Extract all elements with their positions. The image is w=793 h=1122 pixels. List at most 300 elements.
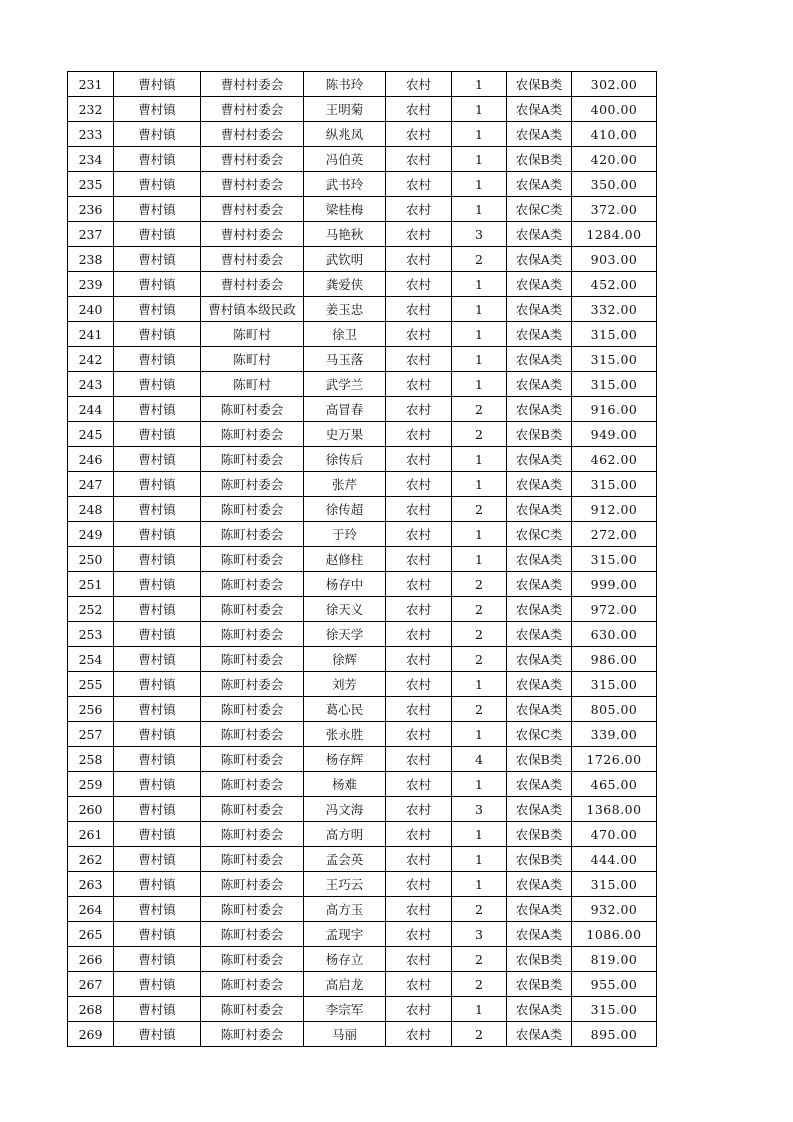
village-unit-cell: 陈町村委会 (201, 897, 304, 922)
table-row (68, 447, 657, 472)
village-unit-cell: 曹村村委会 (201, 172, 304, 197)
village-unit-cell: 陈町村委会 (201, 722, 304, 747)
row-number-cell: 258 (68, 747, 114, 772)
row-number-cell: 268 (68, 997, 114, 1022)
row-number-cell: 240 (68, 297, 114, 322)
area-type-cell: 农村 (386, 697, 452, 722)
table-row (68, 522, 657, 547)
area-type-cell: 农村 (386, 72, 452, 97)
row-number-cell: 232 (68, 97, 114, 122)
area-type-cell: 农村 (386, 972, 452, 997)
town-cell: 曹村镇 (114, 822, 201, 847)
row-number-cell: 233 (68, 122, 114, 147)
person-name-cell: 王巧云 (304, 872, 386, 897)
village-unit-cell: 陈町村委会 (201, 547, 304, 572)
household-count-cell: 1 (452, 372, 507, 397)
table-row (68, 822, 657, 847)
amount-cell: 949.00 (572, 422, 657, 447)
table-row (68, 197, 657, 222)
town-cell: 曹村镇 (114, 497, 201, 522)
person-name-cell: 王明菊 (304, 97, 386, 122)
town-cell: 曹村镇 (114, 572, 201, 597)
table-row (68, 97, 657, 122)
insurance-category-cell: 农保A类 (507, 447, 572, 472)
table-row (68, 547, 657, 572)
insurance-category-cell: 农保A类 (507, 397, 572, 422)
insurance-category-cell: 农保A类 (507, 997, 572, 1022)
row-number-cell: 265 (68, 922, 114, 947)
row-number-cell: 257 (68, 722, 114, 747)
amount-cell: 805.00 (572, 697, 657, 722)
row-number-cell: 242 (68, 347, 114, 372)
table-row (68, 422, 657, 447)
table-row (68, 472, 657, 497)
town-cell: 曹村镇 (114, 197, 201, 222)
area-type-cell: 农村 (386, 322, 452, 347)
row-number-cell: 267 (68, 972, 114, 997)
table-row (68, 947, 657, 972)
village-unit-cell: 陈町村委会 (201, 672, 304, 697)
village-unit-cell: 曹村村委会 (201, 97, 304, 122)
amount-cell: 955.00 (572, 972, 657, 997)
row-number-cell: 238 (68, 247, 114, 272)
person-name-cell: 纵兆凤 (304, 122, 386, 147)
household-count-cell: 1 (452, 347, 507, 372)
insurance-category-cell: 农保A类 (507, 272, 572, 297)
area-type-cell: 农村 (386, 222, 452, 247)
area-type-cell: 农村 (386, 772, 452, 797)
area-type-cell: 农村 (386, 572, 452, 597)
person-name-cell: 于玲 (304, 522, 386, 547)
row-number-cell: 253 (68, 622, 114, 647)
area-type-cell: 农村 (386, 647, 452, 672)
area-type-cell: 农村 (386, 947, 452, 972)
amount-cell: 1086.00 (572, 922, 657, 947)
household-count-cell: 1 (452, 722, 507, 747)
insurance-category-cell: 农保A类 (507, 247, 572, 272)
table-row (68, 847, 657, 872)
area-type-cell: 农村 (386, 97, 452, 122)
person-name-cell: 徐传超 (304, 497, 386, 522)
person-name-cell: 杨存辉 (304, 747, 386, 772)
amount-cell: 332.00 (572, 297, 657, 322)
row-number-cell: 264 (68, 897, 114, 922)
town-cell: 曹村镇 (114, 522, 201, 547)
row-number-cell: 259 (68, 772, 114, 797)
table-row (68, 622, 657, 647)
area-type-cell: 农村 (386, 722, 452, 747)
village-unit-cell: 曹村村委会 (201, 72, 304, 97)
row-number-cell: 262 (68, 847, 114, 872)
row-number-cell: 243 (68, 372, 114, 397)
village-unit-cell: 曹村村委会 (201, 147, 304, 172)
village-unit-cell: 陈町村委会 (201, 972, 304, 997)
amount-cell: 302.00 (572, 72, 657, 97)
table-row (68, 747, 657, 772)
area-type-cell: 农村 (386, 347, 452, 372)
person-name-cell: 武学兰 (304, 372, 386, 397)
insurance-category-cell: 农保A类 (507, 897, 572, 922)
table-row (68, 372, 657, 397)
row-number-cell: 248 (68, 497, 114, 522)
village-unit-cell: 陈町村委会 (201, 522, 304, 547)
town-cell: 曹村镇 (114, 422, 201, 447)
village-unit-cell: 曹村村委会 (201, 122, 304, 147)
amount-cell: 350.00 (572, 172, 657, 197)
household-count-cell: 1 (452, 522, 507, 547)
row-number-cell: 231 (68, 72, 114, 97)
household-count-cell: 4 (452, 747, 507, 772)
table-row (68, 322, 657, 347)
village-unit-cell: 陈町村委会 (201, 872, 304, 897)
household-count-cell: 1 (452, 172, 507, 197)
person-name-cell: 武钦明 (304, 247, 386, 272)
household-count-cell: 1 (452, 847, 507, 872)
table-row (68, 297, 657, 322)
village-unit-cell: 陈町村委会 (201, 647, 304, 672)
town-cell: 曹村镇 (114, 472, 201, 497)
insurance-category-cell: 农保A类 (507, 772, 572, 797)
row-number-cell: 261 (68, 822, 114, 847)
village-unit-cell: 陈町村委会 (201, 797, 304, 822)
amount-cell: 315.00 (572, 322, 657, 347)
area-type-cell: 农村 (386, 547, 452, 572)
amount-cell: 912.00 (572, 497, 657, 522)
person-name-cell: 梁桂梅 (304, 197, 386, 222)
village-unit-cell: 陈町村委会 (201, 597, 304, 622)
town-cell: 曹村镇 (114, 772, 201, 797)
household-count-cell: 2 (452, 1022, 507, 1047)
household-count-cell: 1 (452, 997, 507, 1022)
table-row (68, 922, 657, 947)
village-unit-cell: 陈町村委会 (201, 947, 304, 972)
insurance-category-cell: 农保A类 (507, 922, 572, 947)
area-type-cell: 农村 (386, 172, 452, 197)
village-unit-cell: 陈町村委会 (201, 997, 304, 1022)
area-type-cell: 农村 (386, 122, 452, 147)
amount-cell: 1726.00 (572, 747, 657, 772)
table-row (68, 772, 657, 797)
area-type-cell: 农村 (386, 822, 452, 847)
village-unit-cell: 陈町村 (201, 372, 304, 397)
household-count-cell: 1 (452, 822, 507, 847)
amount-cell: 1284.00 (572, 222, 657, 247)
household-count-cell: 1 (452, 272, 507, 297)
table-row (68, 722, 657, 747)
amount-cell: 932.00 (572, 897, 657, 922)
table-row (68, 147, 657, 172)
village-unit-cell: 陈町村委会 (201, 397, 304, 422)
insurance-category-cell: 农保A类 (507, 222, 572, 247)
row-number-cell: 252 (68, 597, 114, 622)
area-type-cell: 农村 (386, 922, 452, 947)
household-count-cell: 1 (452, 147, 507, 172)
town-cell: 曹村镇 (114, 147, 201, 172)
row-number-cell: 254 (68, 647, 114, 672)
person-name-cell: 龚爱侠 (304, 272, 386, 297)
person-name-cell: 马丽 (304, 1022, 386, 1047)
household-count-cell: 2 (452, 647, 507, 672)
amount-cell: 272.00 (572, 522, 657, 547)
person-name-cell: 高冒春 (304, 397, 386, 422)
area-type-cell: 农村 (386, 247, 452, 272)
insurance-category-cell: 农保B类 (507, 747, 572, 772)
area-type-cell: 农村 (386, 472, 452, 497)
town-cell: 曹村镇 (114, 922, 201, 947)
insurance-category-cell: 农保B类 (507, 947, 572, 972)
insurance-category-cell: 农保B类 (507, 847, 572, 872)
household-count-cell: 1 (452, 72, 507, 97)
amount-cell: 465.00 (572, 772, 657, 797)
table-row (68, 647, 657, 672)
town-cell: 曹村镇 (114, 447, 201, 472)
household-count-cell: 1 (452, 197, 507, 222)
village-unit-cell: 陈町村委会 (201, 1022, 304, 1047)
household-count-cell: 1 (452, 122, 507, 147)
person-name-cell: 武书玲 (304, 172, 386, 197)
area-type-cell: 农村 (386, 447, 452, 472)
table-row (68, 797, 657, 822)
insurance-category-cell: 农保B类 (507, 147, 572, 172)
person-name-cell: 冯伯英 (304, 147, 386, 172)
insurance-category-cell: 农保C类 (507, 522, 572, 547)
household-count-cell: 2 (452, 622, 507, 647)
row-number-cell: 234 (68, 147, 114, 172)
table-body (68, 72, 657, 1047)
table-row (68, 972, 657, 997)
household-count-cell: 2 (452, 422, 507, 447)
row-number-cell: 235 (68, 172, 114, 197)
amount-cell: 315.00 (572, 347, 657, 372)
household-count-cell: 3 (452, 922, 507, 947)
insurance-category-cell: 农保B类 (507, 422, 572, 447)
village-unit-cell: 曹村村委会 (201, 247, 304, 272)
insurance-category-cell: 农保C类 (507, 722, 572, 747)
amount-cell: 462.00 (572, 447, 657, 472)
person-name-cell: 杨存立 (304, 947, 386, 972)
town-cell: 曹村镇 (114, 547, 201, 572)
amount-cell: 420.00 (572, 147, 657, 172)
amount-cell: 315.00 (572, 872, 657, 897)
area-type-cell: 农村 (386, 197, 452, 222)
town-cell: 曹村镇 (114, 222, 201, 247)
insurance-category-cell: 农保A类 (507, 322, 572, 347)
area-type-cell: 农村 (386, 372, 452, 397)
amount-cell: 452.00 (572, 272, 657, 297)
row-number-cell: 246 (68, 447, 114, 472)
person-name-cell: 李宗军 (304, 997, 386, 1022)
amount-cell: 400.00 (572, 97, 657, 122)
person-name-cell: 杨存中 (304, 572, 386, 597)
town-cell: 曹村镇 (114, 647, 201, 672)
amount-cell: 444.00 (572, 847, 657, 872)
table-row (68, 347, 657, 372)
insurance-category-cell: 农保A类 (507, 172, 572, 197)
row-number-cell: 249 (68, 522, 114, 547)
town-cell: 曹村镇 (114, 322, 201, 347)
amount-cell: 999.00 (572, 572, 657, 597)
village-unit-cell: 陈町村委会 (201, 422, 304, 447)
table-row (68, 222, 657, 247)
insurance-category-cell: 农保A类 (507, 672, 572, 697)
town-cell: 曹村镇 (114, 272, 201, 297)
area-type-cell: 农村 (386, 897, 452, 922)
town-cell: 曹村镇 (114, 797, 201, 822)
table-row (68, 572, 657, 597)
household-count-cell: 2 (452, 397, 507, 422)
insurance-category-cell: 农保A类 (507, 497, 572, 522)
amount-cell: 315.00 (572, 672, 657, 697)
village-unit-cell: 曹村镇本级民政 (201, 297, 304, 322)
table-row (68, 497, 657, 522)
town-cell: 曹村镇 (114, 697, 201, 722)
village-unit-cell: 陈町村 (201, 347, 304, 372)
row-number-cell: 241 (68, 322, 114, 347)
village-unit-cell: 陈町村委会 (201, 472, 304, 497)
amount-cell: 630.00 (572, 622, 657, 647)
town-cell: 曹村镇 (114, 347, 201, 372)
area-type-cell: 农村 (386, 597, 452, 622)
person-name-cell: 赵修柱 (304, 547, 386, 572)
insurance-category-cell: 农保A类 (507, 97, 572, 122)
area-type-cell: 农村 (386, 622, 452, 647)
household-count-cell: 1 (452, 472, 507, 497)
insurance-category-cell: 农保A类 (507, 622, 572, 647)
insurance-category-cell: 农保A类 (507, 647, 572, 672)
row-number-cell: 245 (68, 422, 114, 447)
town-cell: 曹村镇 (114, 372, 201, 397)
row-number-cell: 256 (68, 697, 114, 722)
town-cell: 曹村镇 (114, 897, 201, 922)
area-type-cell: 农村 (386, 422, 452, 447)
insurance-category-cell: 农保C类 (507, 197, 572, 222)
person-name-cell: 高方明 (304, 822, 386, 847)
insurance-category-cell: 农保A类 (507, 297, 572, 322)
insurance-category-cell: 农保A类 (507, 122, 572, 147)
household-count-cell: 2 (452, 597, 507, 622)
village-unit-cell: 曹村村委会 (201, 197, 304, 222)
table-row (68, 1022, 657, 1047)
amount-cell: 315.00 (572, 997, 657, 1022)
town-cell: 曹村镇 (114, 722, 201, 747)
village-unit-cell: 陈町村委会 (201, 822, 304, 847)
village-unit-cell: 陈町村委会 (201, 772, 304, 797)
person-name-cell: 史万果 (304, 422, 386, 447)
amount-cell: 972.00 (572, 597, 657, 622)
amount-cell: 895.00 (572, 1022, 657, 1047)
village-unit-cell: 陈町村 (201, 322, 304, 347)
household-count-cell: 2 (452, 972, 507, 997)
table-row (68, 597, 657, 622)
amount-cell: 372.00 (572, 197, 657, 222)
person-name-cell: 徐辉 (304, 647, 386, 672)
area-type-cell: 农村 (386, 872, 452, 897)
household-count-cell: 1 (452, 872, 507, 897)
person-name-cell: 冯文海 (304, 797, 386, 822)
amount-cell: 315.00 (572, 547, 657, 572)
row-number-cell: 260 (68, 797, 114, 822)
household-count-cell: 2 (452, 897, 507, 922)
household-count-cell: 3 (452, 222, 507, 247)
town-cell: 曹村镇 (114, 847, 201, 872)
town-cell: 曹村镇 (114, 122, 201, 147)
insurance-category-cell: 农保A类 (507, 597, 572, 622)
amount-cell: 315.00 (572, 372, 657, 397)
amount-cell: 819.00 (572, 947, 657, 972)
table-row (68, 997, 657, 1022)
insurance-category-cell: 农保B类 (507, 972, 572, 997)
household-count-cell: 3 (452, 797, 507, 822)
person-name-cell: 徐天义 (304, 597, 386, 622)
household-count-cell: 1 (452, 672, 507, 697)
area-type-cell: 农村 (386, 747, 452, 772)
household-count-cell: 2 (452, 947, 507, 972)
row-number-cell: 239 (68, 272, 114, 297)
town-cell: 曹村镇 (114, 397, 201, 422)
person-name-cell: 马艳秋 (304, 222, 386, 247)
household-count-cell: 1 (452, 547, 507, 572)
row-number-cell: 237 (68, 222, 114, 247)
table-row (68, 897, 657, 922)
area-type-cell: 农村 (386, 147, 452, 172)
insurance-category-cell: 农保B类 (507, 822, 572, 847)
insurance-category-cell: 农保A类 (507, 1022, 572, 1047)
village-unit-cell: 陈町村委会 (201, 447, 304, 472)
person-name-cell: 高启龙 (304, 972, 386, 997)
person-name-cell: 陈书玲 (304, 72, 386, 97)
village-unit-cell: 陈町村委会 (201, 847, 304, 872)
village-unit-cell: 陈町村委会 (201, 572, 304, 597)
household-count-cell: 1 (452, 97, 507, 122)
row-number-cell: 250 (68, 547, 114, 572)
area-type-cell: 农村 (386, 497, 452, 522)
insurance-category-cell: 农保A类 (507, 872, 572, 897)
household-count-cell: 2 (452, 247, 507, 272)
village-unit-cell: 陈町村委会 (201, 697, 304, 722)
village-unit-cell: 曹村村委会 (201, 272, 304, 297)
insurance-category-cell: 农保A类 (507, 547, 572, 572)
town-cell: 曹村镇 (114, 597, 201, 622)
area-type-cell: 农村 (386, 297, 452, 322)
person-name-cell: 徐卫 (304, 322, 386, 347)
town-cell: 曹村镇 (114, 947, 201, 972)
row-number-cell: 255 (68, 672, 114, 697)
town-cell: 曹村镇 (114, 622, 201, 647)
person-name-cell: 张永胜 (304, 722, 386, 747)
household-count-cell: 1 (452, 297, 507, 322)
row-number-cell: 236 (68, 197, 114, 222)
insurance-category-cell: 农保A类 (507, 347, 572, 372)
person-name-cell: 葛心民 (304, 697, 386, 722)
person-name-cell: 马玉落 (304, 347, 386, 372)
town-cell: 曹村镇 (114, 1022, 201, 1047)
insurance-category-cell: 农保A类 (507, 797, 572, 822)
insurance-category-cell: 农保A类 (507, 697, 572, 722)
village-unit-cell: 陈町村委会 (201, 497, 304, 522)
household-count-cell: 1 (452, 322, 507, 347)
area-type-cell: 农村 (386, 522, 452, 547)
person-name-cell: 徐传后 (304, 447, 386, 472)
household-count-cell: 1 (452, 447, 507, 472)
row-number-cell: 269 (68, 1022, 114, 1047)
row-number-cell: 266 (68, 947, 114, 972)
table-row (68, 72, 657, 97)
amount-cell: 339.00 (572, 722, 657, 747)
amount-cell: 315.00 (572, 472, 657, 497)
household-count-cell: 2 (452, 497, 507, 522)
area-type-cell: 农村 (386, 672, 452, 697)
table-row (68, 172, 657, 197)
